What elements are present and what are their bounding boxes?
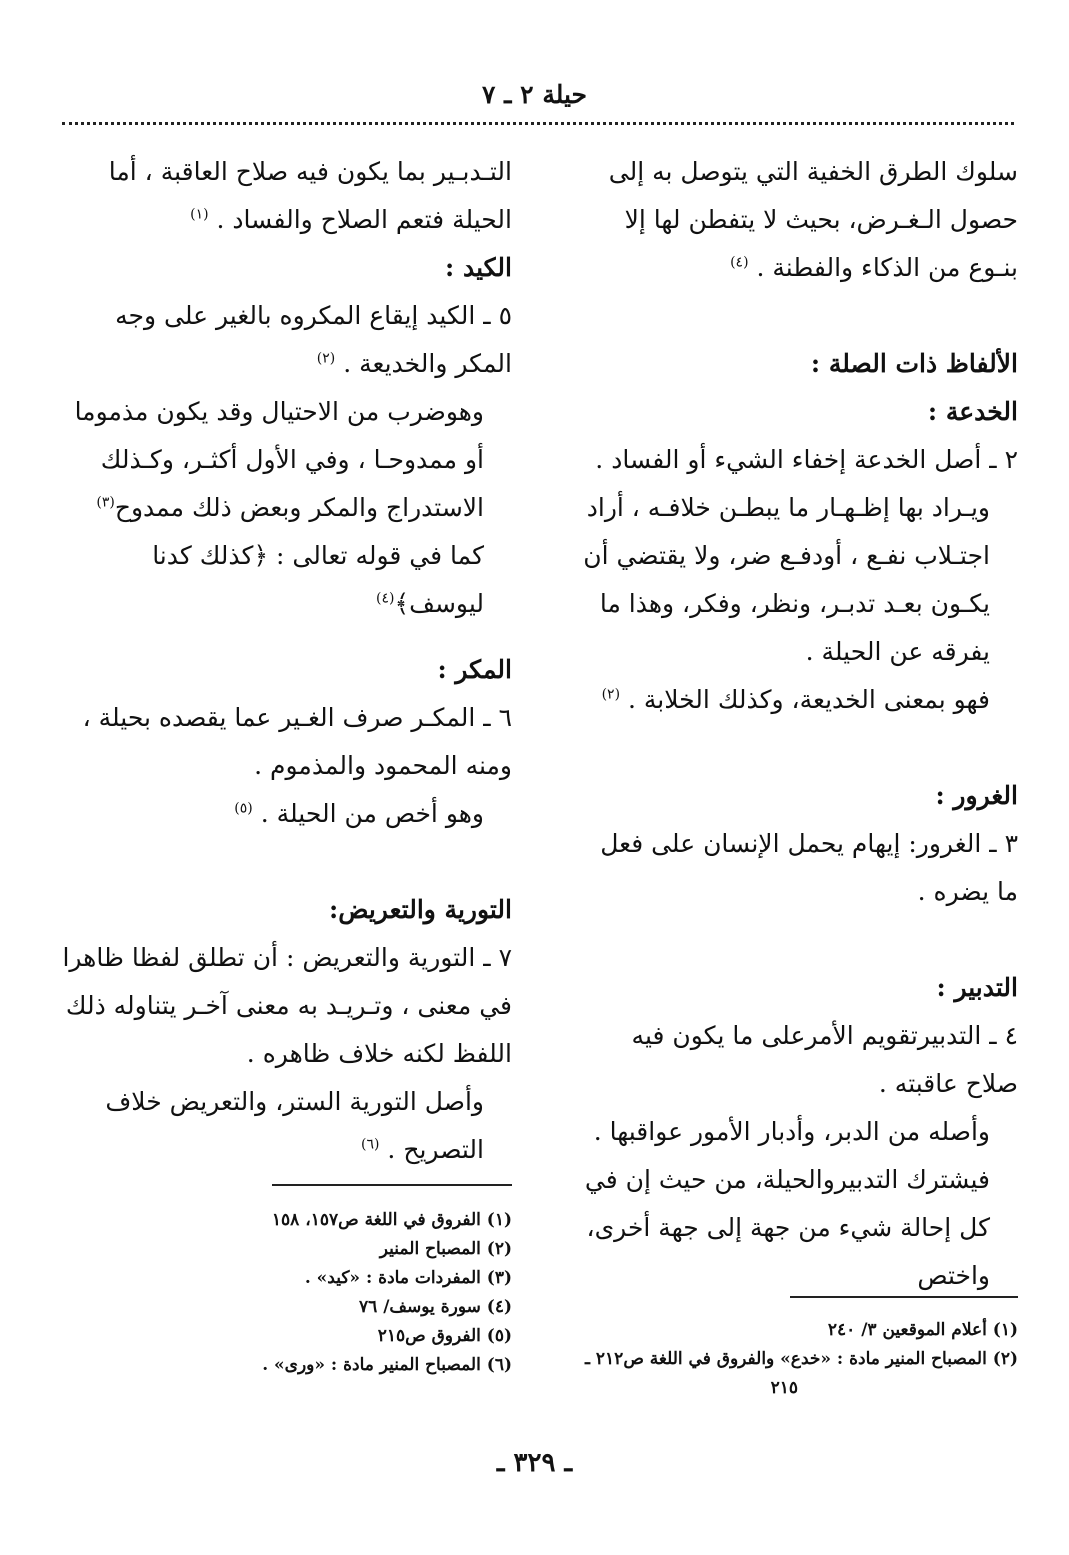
paragraph-text: وهوضرب من الاحتيال وقد يكون مذموما أو ممدوحـا ، وفي الأول أكثـر، وكـذلك الاستدراج والمكر وبعض ذلك ممدوح [74,397,484,522]
footnote-ref: (٥) [234,800,253,817]
footnote-ref: (١) [190,206,209,223]
footnote: (٣) المفردات مادة : «كيد» . [304,1268,512,1288]
subheading-makr: المكر : [437,655,512,684]
footnote-ref: (٦) [361,1136,380,1153]
paragraph: ويـراد بها إظـهـار ما يبطـن خلافـه ، أراد اجتـلاب نفـع ، أودفـع ضر، ولا يقتضي أن يكـون بعـد تدبـر، ونظر، وفكر، وهذا ما يفرقه عن الحيلة . [583,493,990,666]
paragraph: ٢ ـ أصل الخدعة إخفاء الشيء أو الفساد . [595,445,1018,474]
subheading-tawriya: التورية والتعريض: [328,895,512,924]
paragraph-text: ٥ ـ الكيد إيقاع المكروه بالغير على وجه المكر والخديعة . [115,301,512,378]
header-dotted-rule [62,122,1014,125]
paragraph: وأصله من الدبر، وأدبار الأمور عواقبها . [593,1117,990,1146]
paragraph: ٣ ـ الغرور: إيهام يحمل الإنسان على فعل ما يضره . [600,829,1018,906]
footnote-separator [272,1184,512,1186]
left-column [56,148,512,1174]
paragraph [56,1078,512,1174]
spacer [572,292,1018,340]
page-number: ـ ٣٢٩ ـ [496,1448,573,1478]
spacer [56,838,512,886]
footnote: (٤) سورة يوسف/ ٧٦ [359,1297,512,1317]
footnote-ref: (٤) [375,590,395,607]
section-heading-related-terms: الألفاظ ذات الصلة : [810,349,1018,378]
footnote: (١) أعلام الموقعين ٣/ ٢٤٠ [827,1320,1018,1340]
paragraph [56,388,512,628]
right-column [572,148,1018,1300]
footnote-ref: (٢) [601,686,621,703]
subheading-kayd: الكيد : [445,253,512,282]
paragraph-text: وأصل التورية الستر، والتعريض خلاف التصريح . [105,1087,484,1164]
paragraph-text: سلوك الطرق الخفية التي يتوصل به إلى حصول الـغـرض، بحيث لا يتفطن لها إلا بنـوع من الذكاء والفطنة . [608,157,1018,282]
paragraph: ٦ ـ المكـر صرف الغـير عما يقصده بحيلة ، ومنه المحمود والمذموم . [82,703,512,780]
footnote: (٥) الفروق ص٢١٥ [377,1326,512,1346]
paragraph [56,292,512,388]
quran-quote: كما في قوله تعالى : ﴿كذلك كدنا ليوسف﴾ [152,541,484,618]
paragraph-text: وهو أخص من الحيلة . [260,799,484,828]
paragraph [56,790,512,838]
footnote-ref: (٢) [316,350,336,367]
footnote: (٦) المصباح المنير مادة : «ورى» . [262,1355,512,1375]
footnote-ref: (٣) [96,494,115,511]
paragraph-text: التـدبـير بما يكون فيه صلاح العاقبة ، أما الحيلة فتعم الصلاح والفساد . [108,157,512,234]
spacer [572,916,1018,964]
running-header: حيلة ٢ ـ ٧ [482,80,587,109]
paragraph-text: فهو بمعنى الخديعة، وكذلك الخلابة . [628,685,990,714]
spacer [56,628,512,646]
footnote: (١) الفروق في اللغة ص١٥٧، ١٥٨ [271,1210,512,1230]
footnote-continuation: ٢١٥ [770,1378,798,1398]
footnote-separator [790,1296,1018,1298]
footnote-ref: (٤) [730,254,749,271]
footnotes-right [572,1316,1018,1403]
paragraph: ٤ ـ التدبيرتقويم الأمرعلى ما يكون فيه صلاح عاقبته . [631,1021,1018,1098]
subheading-ghurur: الغرور : [935,781,1018,810]
paragraph: فيشترك التدبيروالحيلة، من حيث إن في كل إحالة شيء من جهة إلى جهة أخرى، واختص [584,1165,990,1290]
spacer [572,724,1018,772]
subheading-deception: الخدعة : [927,397,1018,426]
footnote: (٢) المصباح المنير [379,1239,512,1259]
subheading-tadbir: التدبير : [936,973,1018,1002]
paragraph [572,676,1018,724]
footnotes-left [120,1206,512,1380]
paragraph [572,148,1018,292]
footnote: (٢) المصباح المنير مادة : «خدع» والفروق في اللغة ص٢١٢ ـ [585,1349,1018,1369]
paragraph [56,148,512,244]
paragraph: ٧ ـ التورية والتعريض : أن تطلق لفظا ظاهرا في معنى ، وتـريـد به معنى آخـر يتناوله ذلك اللفظ لكنه خلاف ظاهره . [62,943,512,1068]
